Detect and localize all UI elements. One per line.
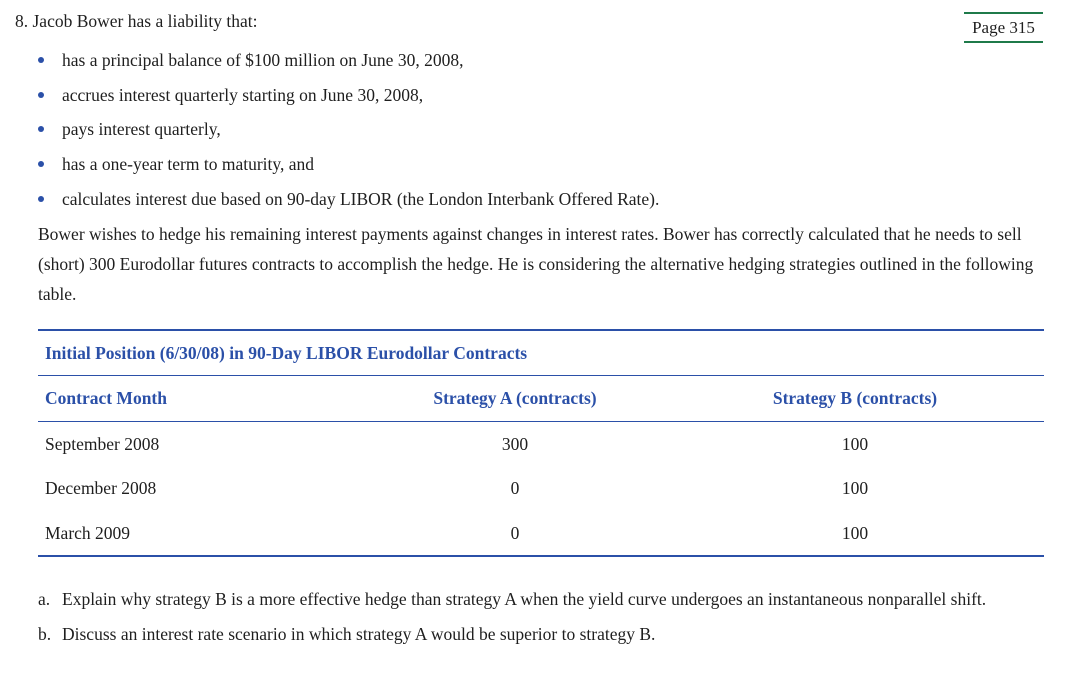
table-row (38, 466, 1044, 511)
bullet-text: has a principal balance of $100 million on June 30, 2008, (62, 50, 464, 70)
subquestion-list (38, 584, 1053, 649)
cell-contract-month: December 2008 (45, 478, 157, 498)
header-contract-month: Contract Month (45, 388, 167, 408)
cell-strategy-a: 0 (510, 522, 520, 543)
table-body (38, 422, 1044, 556)
bullet-dot-icon (38, 57, 44, 63)
hedging-strategies-table (38, 329, 1044, 557)
table-bottom-rule (38, 555, 1044, 557)
bullet-dot-icon (38, 196, 44, 202)
cell-strategy-a: 0 (510, 478, 520, 498)
page-number-label: Page 315 (964, 12, 1043, 43)
cell-strategy-b: 100 (841, 478, 869, 498)
bullet-text: accrues interest quarterly starting on June 30, 2008, (62, 84, 424, 105)
header-strategy-b: Strategy B (contracts) (772, 388, 938, 408)
bullet-text: calculates interest due based on 90-day LIBOR (the London Interbank Offered Rate). (62, 188, 660, 209)
bullet-text: pays interest quarterly, (62, 119, 221, 140)
bullet-item (38, 149, 659, 184)
subquestion-letter: a. (38, 589, 51, 609)
bullet-item (38, 114, 659, 149)
bullet-dot-icon (38, 126, 44, 132)
table-row (38, 511, 1044, 556)
table-header-row (38, 376, 1044, 421)
question-heading: 8. Jacob Bower has a liability that: (15, 11, 258, 31)
bullet-item (38, 80, 659, 115)
table-row (38, 422, 1044, 467)
bullet-item (38, 184, 659, 219)
question-paragraph: Bower wishes to hedge his remaining interest payments against changes in interest rates. Bower has correctly calculated that he needs to sell (short) 300 Eurodollar futures contracts to accomplish the hedge. He is considering the alternative hedging strategies outlined in the following table. (38, 224, 1034, 304)
subquestion-text: Explain why strategy B is a more effective hedge than strategy A when the yield curve undergoes an instantaneous nonparallel shift. (62, 589, 987, 609)
cell-contract-month: March 2009 (45, 522, 131, 543)
subquestion-text: Discuss an interest rate scenario in which strategy A would be superior to strategy B. (62, 624, 656, 644)
cell-contract-month: September 2008 (45, 433, 160, 454)
liability-bullet-list (38, 45, 659, 218)
bullet-dot-icon (38, 92, 44, 98)
bullet-item (38, 45, 659, 80)
subquestion-item (38, 584, 1053, 614)
bullet-dot-icon (38, 161, 44, 167)
cell-strategy-b: 100 (841, 522, 869, 543)
cell-strategy-a: 300 (501, 433, 529, 454)
header-strategy-a: Strategy A (contracts) (433, 388, 597, 408)
subquestion-letter: b. (38, 624, 52, 644)
cell-strategy-b: 100 (841, 433, 869, 454)
subquestion-item (38, 619, 1053, 649)
bullet-text: has a one-year term to maturity, and (62, 154, 315, 175)
table-caption: Initial Position (6/30/08) in 90-Day LIBOR Eurodollar Contracts (45, 343, 528, 363)
